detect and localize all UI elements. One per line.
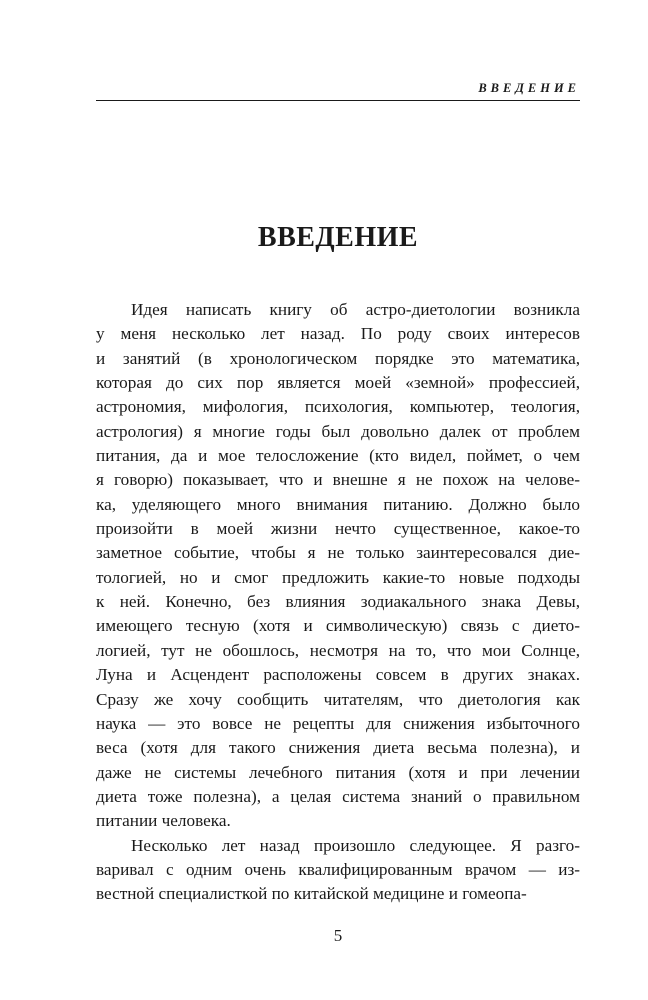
text-line: астрономия, мифология, психология, компьютер, теология, [96, 397, 580, 417]
text-line: ка, уделяющего много внимания питанию. Должно было [96, 494, 580, 514]
text-line: питании человека. [96, 811, 231, 831]
text-line: веса (хотя для такого снижения диета весьма полезна), и [96, 738, 580, 758]
text-line: я говорю) показывает, что и внешне я не похож на челове- [96, 470, 580, 490]
chapter-title: ВВЕДЕНИЕ [257, 222, 419, 253]
page-number: 5 [333, 926, 343, 945]
text-line: Идея написать книгу об астро-диетологии возникла [131, 300, 580, 319]
text-line: произойти в моей жизни нечто существенное, какое-то [96, 519, 580, 539]
text-line: варивал с одним очень квалифицированным врачом — из- [96, 859, 580, 879]
text-line: заметное событие, чтобы я не только заинтересовался дие- [96, 543, 580, 563]
text-line: которая до сих пор является моей «земной» профессией, [96, 373, 580, 393]
text-line: имеющего тесную (хотя и символическую) связь с дието- [96, 616, 580, 636]
text-line: Луна и Асцендент расположены совсем в других знаках. [96, 665, 580, 685]
text-line: к ней. Конечно, без влияния зодиакального знака Девы, [96, 592, 580, 612]
paragraph [96, 298, 580, 834]
running-header: ВВЕДЕНИЕ [478, 81, 580, 95]
text-line: астрология) я многие годы был довольно далек от проблем [96, 421, 580, 441]
text-line: вестной специалисткой по китайской медицине и гомеопа- [96, 884, 527, 904]
paragraph [96, 834, 580, 907]
text-line: тологией, но и смог предложить какие-то новые подходы [96, 567, 580, 587]
text-line: у меня несколько лет назад. По роду своих интересов [96, 324, 580, 344]
body-text [96, 298, 580, 907]
text-line: Сразу же хочу сообщить читателям, что диетология как [96, 689, 580, 709]
text-line: и занятий (в хронологическом порядке это математика, [96, 348, 580, 368]
text-line: даже не системы лечебного питания (хотя и при лечении [96, 762, 580, 782]
text-line: наука — это вовсе не рецепты для снижения избыточного [96, 713, 580, 733]
text-line: питания, да и мое телосложение (кто видел, поймет, о чем [96, 446, 580, 466]
text-line: Несколько лет назад произошло следующее. Я разго- [131, 835, 580, 855]
header-rule [96, 100, 580, 101]
text-line: диета тоже полезна), а целая система знаний о правильном [96, 786, 580, 806]
text-line: логией, тут не обошлось, несмотря на то, что мои Солнце, [96, 640, 580, 660]
